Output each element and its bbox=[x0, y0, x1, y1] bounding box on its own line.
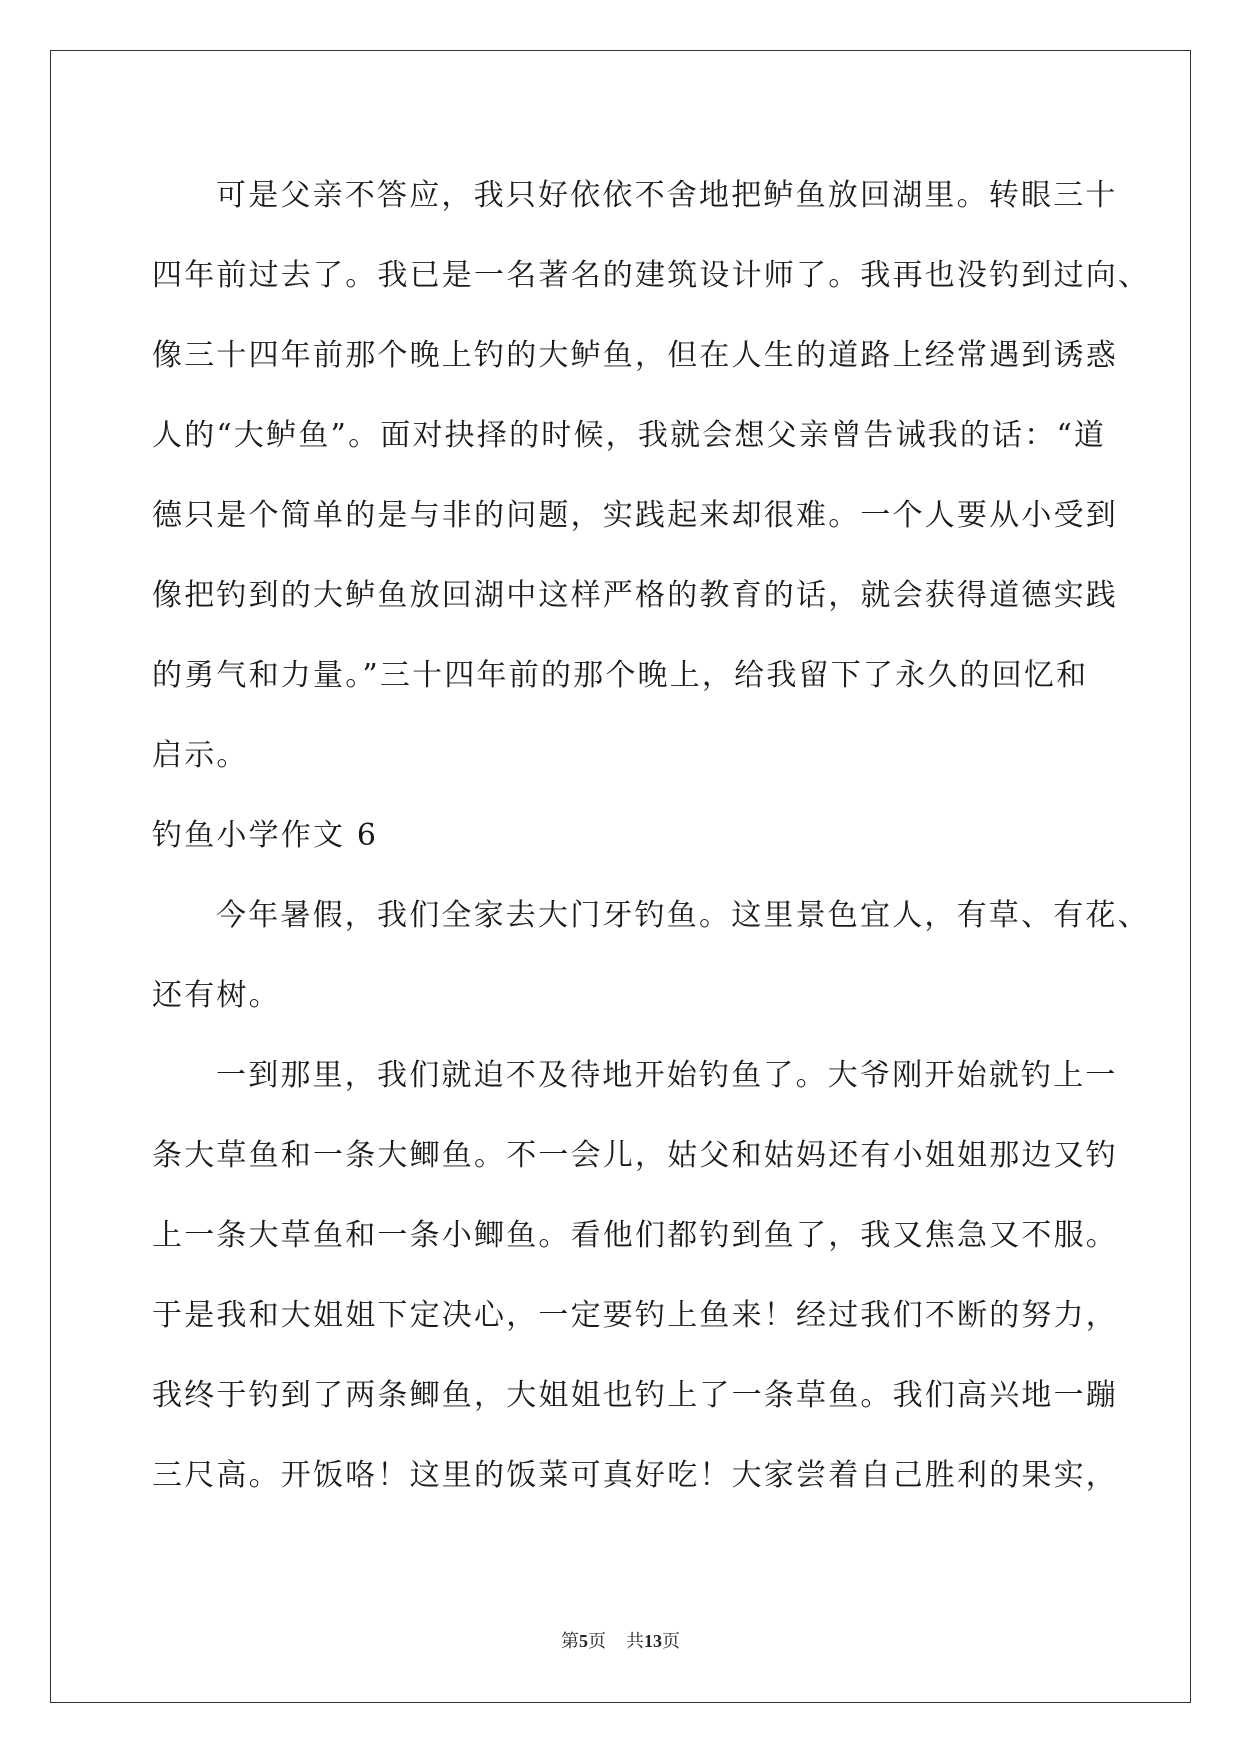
text-line: 于是我和大姐姐下定决心，一定要钓上鱼来！经过我们不断的努力， bbox=[152, 1298, 1118, 1333]
text-line: 三尺高。开饭咯！这里的饭菜可真好吃！大家尝着自己胜利的果实， bbox=[152, 1458, 1118, 1493]
text-line: 还有树。 bbox=[152, 978, 281, 1013]
text-line: 一到那里，我们就迫不及待地开始钓鱼了。大爷刚开始就钓上一 bbox=[216, 1058, 1118, 1093]
document-body bbox=[152, 156, 1151, 1516]
text-line: 像把钓到的大鲈鱼放回湖中这样严格的教育的话，就会获得道德实践 bbox=[152, 578, 1118, 613]
text-line: 人的“大鲈鱼”。面对抉择的时候，我就会想父亲曾告诫我的话：“道 bbox=[152, 418, 1107, 453]
text-line: 德只是个简单的是与非的问题，实践起来却很难。一个人要从小受到 bbox=[152, 498, 1118, 533]
total-prefix: 共 bbox=[626, 1631, 644, 1652]
page-prefix: 第 bbox=[561, 1631, 579, 1652]
text-line: 的勇气和力量。”三十四年前的那个晚上，给我留下了永久的回忆和 bbox=[152, 658, 1089, 693]
text-line: 上一条大草鱼和一条小鲫鱼。看他们都钓到鱼了，我又焦急又不服。 bbox=[152, 1218, 1118, 1253]
text-line: 四年前过去了。我已是一名著名的建筑设计师了。我再也没钓到过向、 bbox=[152, 258, 1151, 293]
text-line: 我终于钓到了两条鲫鱼，大姐姐也钓上了一条草鱼。我们高兴地一蹦 bbox=[152, 1378, 1118, 1413]
section-heading: 钓鱼小学作文 6 bbox=[152, 818, 379, 853]
total-suffix: 页 bbox=[662, 1631, 680, 1652]
page-suffix: 页 bbox=[588, 1631, 606, 1652]
text-line: 条大草鱼和一条大鲫鱼。不一会儿，姑父和姑妈还有小姐姐那边又钓 bbox=[152, 1138, 1118, 1173]
text-line: 像三十四年前那个晚上钓的大鲈鱼，但在人生的道路上经常遇到诱惑 bbox=[152, 338, 1118, 373]
text-line: 启示。 bbox=[152, 738, 249, 773]
page-footer bbox=[0, 1630, 1241, 1653]
page-number: 5 bbox=[579, 1631, 588, 1651]
page-total: 13 bbox=[644, 1631, 662, 1651]
text-line: 今年暑假，我们全家去大门牙钓鱼。这里景色宜人，有草、有花、 bbox=[216, 898, 1150, 933]
text-line: 可是父亲不答应，我只好依依不舍地把鲈鱼放回湖里。转眼三十 bbox=[216, 178, 1118, 213]
